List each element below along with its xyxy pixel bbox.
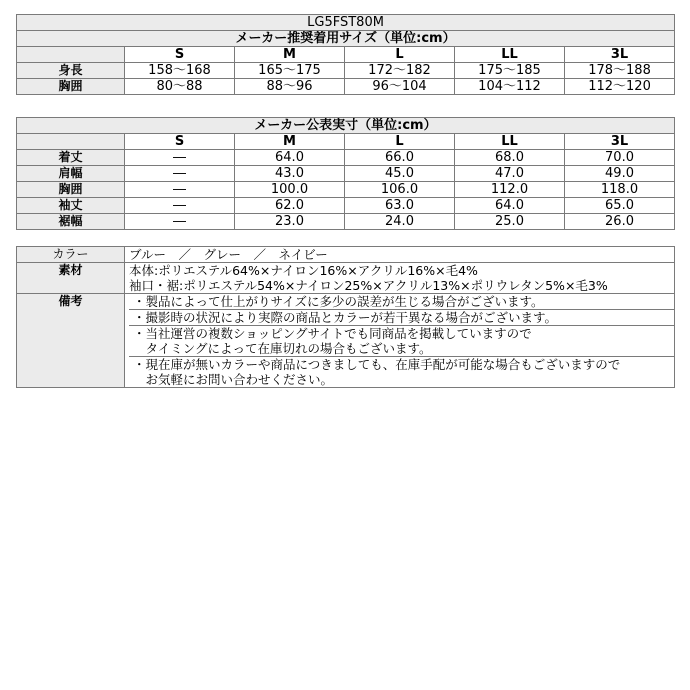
row-label: 肩幅 [17,166,125,182]
size-header: L [345,47,455,63]
measured-size-table [16,117,675,230]
row-label: 胸囲 [17,79,125,95]
note-line: ・現在庫が無いカラーや商品につきましても、在庫手配が可能な場合もございますので [133,357,621,372]
table-cell: 104～112 [455,79,565,95]
table-cell: 70.0 [565,150,675,166]
notes-list [125,294,675,388]
table-cell: 24.0 [345,214,455,230]
table-cell: 175～185 [455,63,565,79]
corner-cell [17,47,125,63]
size-header: S [125,47,235,63]
table-cell: 88～96 [235,79,345,95]
table-cell: 118.0 [565,182,675,198]
table-cell: 64.0 [455,198,565,214]
table-cell: 25.0 [455,214,565,230]
size-header: M [235,134,345,150]
table-cell: 47.0 [455,166,565,182]
corner-cell [17,134,125,150]
row-label: 裾幅 [17,214,125,230]
product-code: LG5FST80M [17,15,675,31]
notes-label: 備考 [17,294,125,388]
table-row [17,198,675,214]
material-line: 本体:ポリエステル64%×ナイロン16%×アクリル16%×毛4% [129,263,478,278]
measured-table-title: メーカー公表実寸（単位:cm） [17,118,675,134]
size-header-row [17,134,675,150]
table-cell: 43.0 [235,166,345,182]
row-label: 胸囲 [17,182,125,198]
table-row [17,150,675,166]
note-line: ・当社運営の複数ショッピングサイトでも同商品を掲載していますので [133,326,532,341]
recommended-size-table [16,14,675,95]
note-line: ・撮影時の状況により実際の商品とカラーが若干異なる場合がございます。 [133,310,558,325]
size-header: LL [455,47,565,63]
notes-row [17,294,675,388]
table-cell: ― [125,214,235,230]
table-cell: 80～88 [125,79,235,95]
table-cell: ― [125,150,235,166]
size-header: L [345,134,455,150]
size-header: 3L [565,47,675,63]
table-cell: 178～188 [565,63,675,79]
table-row [17,166,675,182]
table-row [17,79,675,95]
table-cell: 63.0 [345,198,455,214]
table-cell: ― [125,182,235,198]
note-item [129,310,674,326]
size-header: M [235,47,345,63]
note-line: お気軽にお問い合わせください。 [133,372,334,387]
note-line: ・製品によって仕上がりサイズに多少の誤差が生じる場合がございます。 [133,294,544,309]
table-cell: 100.0 [235,182,345,198]
size-header-row [17,47,675,63]
table-row [17,214,675,230]
note-line: タイミングによって在庫切れの場合もございます。 [133,341,432,356]
table-cell: ― [125,166,235,182]
note-item [129,357,674,387]
row-label: 身長 [17,63,125,79]
table-cell: ― [125,198,235,214]
material-line: 袖口・裾:ポリエステル54%×ナイロン25%×アクリル13%×ポリウレタン5%×毛3% [129,278,608,293]
color-label: カラー [17,247,125,263]
table-cell: 45.0 [345,166,455,182]
material-value [125,263,675,294]
table-cell: 172～182 [345,63,455,79]
table-cell: 165～175 [235,63,345,79]
row-label: 着丈 [17,150,125,166]
table-cell: 112.0 [455,182,565,198]
recommended-table-title: メーカー推奨着用サイズ（単位:cm） [17,31,675,47]
table-cell: 49.0 [565,166,675,182]
color-row [17,247,675,263]
product-details-table [16,246,675,388]
table-cell: 158～168 [125,63,235,79]
table-cell: 66.0 [345,150,455,166]
material-row [17,263,675,294]
color-value: ブルー ／ グレー ／ ネイビー [125,247,675,263]
note-item [129,326,674,357]
size-header: LL [455,134,565,150]
table-cell: 62.0 [235,198,345,214]
size-header: S [125,134,235,150]
table-cell: 112～120 [565,79,675,95]
row-label: 袖丈 [17,198,125,214]
table-cell: 64.0 [235,150,345,166]
table-cell: 106.0 [345,182,455,198]
table-row [17,182,675,198]
table-cell: 68.0 [455,150,565,166]
size-header: 3L [565,134,675,150]
note-item [129,294,674,310]
table-cell: 23.0 [235,214,345,230]
table-cell: 96～104 [345,79,455,95]
table-cell: 26.0 [565,214,675,230]
table-cell: 65.0 [565,198,675,214]
table-row [17,63,675,79]
material-label: 素材 [17,263,125,294]
